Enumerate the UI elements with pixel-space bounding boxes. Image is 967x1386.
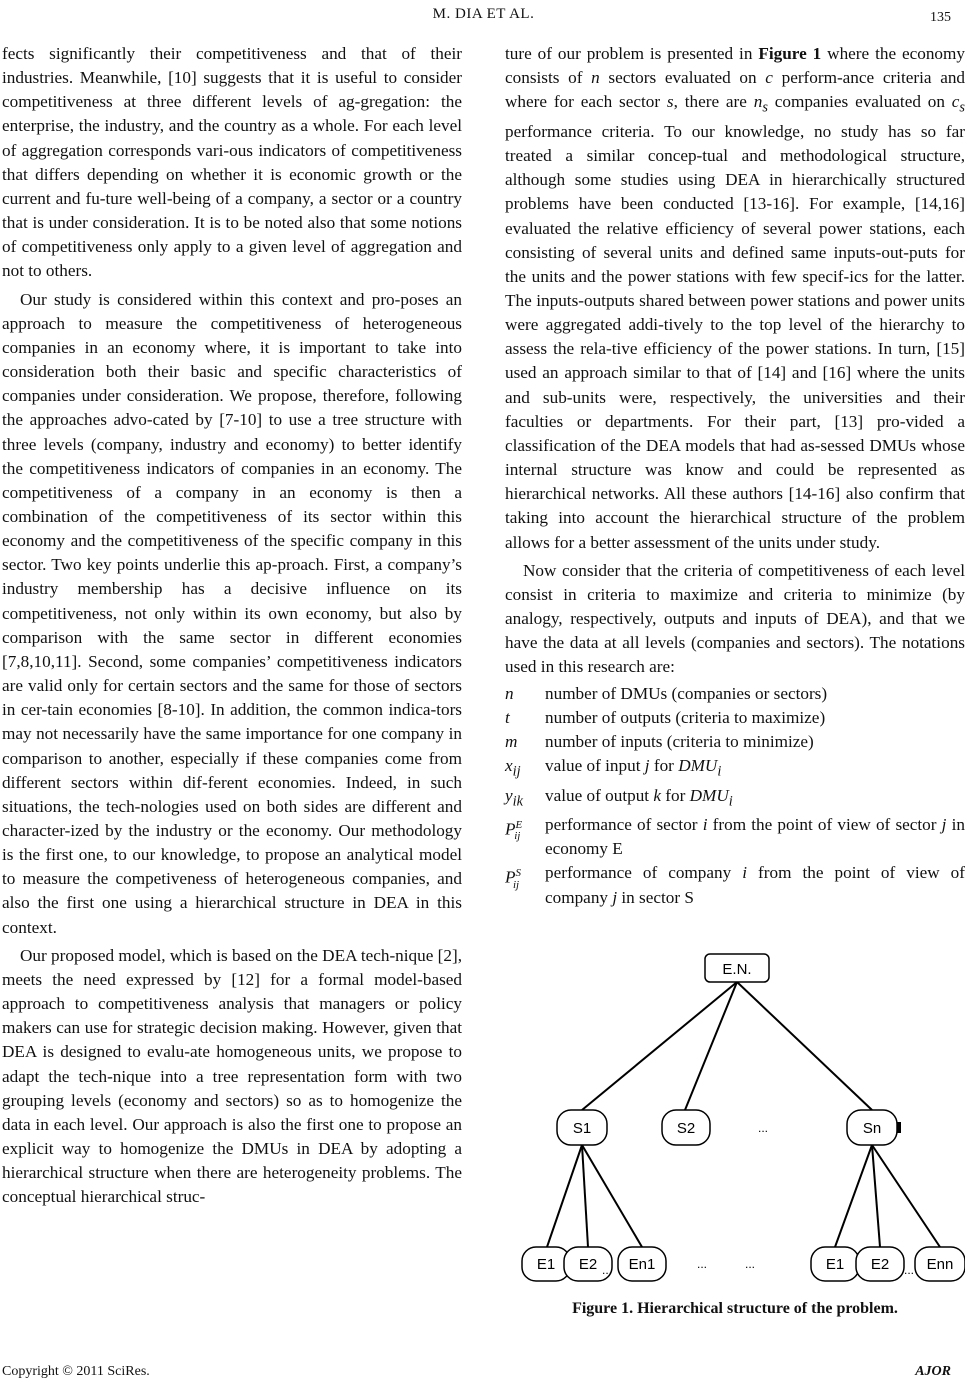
company-node-label: E1 (536, 1256, 556, 1273)
page-header (0, 6, 967, 28)
copyright-notice: Copyright © 2011 SciRes. (2, 1364, 150, 1379)
notation-symbol: t (505, 707, 510, 727)
ellipsis: ... (601, 1263, 613, 1277)
page-number: 135 (930, 10, 951, 25)
sector-node-label: S2 (676, 1120, 696, 1137)
company-node-label: E1 (825, 1256, 845, 1273)
sector-node-label: Sn (862, 1120, 882, 1137)
ellipsis: ... (757, 1121, 769, 1135)
paragraph: Now consider that the criteria of competitiveness of each level consist in criteria to maximize and criteria to minimize (by analogy, respectively, outputs and inputs of DEA), and that we have the data at all levels (companies and sectors). The notations used in this research are: (505, 560, 965, 677)
paragraph: fects significantly their competitiveness and that of their industries. Meanwhile, [10] suggests that it is useful to consider competitiveness at three different levels of ag-gregation: the enterprise, the industry, and the country as a whole. For each level of aggregation corresponds vari-ous indicators of competitiveness that differs depending on whether it is economic growth or the current and fu-ture well-being of a company, a sector or a country that is under consideration. It is to be noted also that some notions of competitiveness only apply to a given level of aggregation and not to others. (2, 44, 462, 281)
notation-list (505, 682, 965, 910)
right-column (505, 42, 965, 910)
ellipsis: ... (903, 1263, 915, 1277)
root-node-label: E.N. (722, 961, 752, 978)
notation-description: number of inputs (criteria to minimize) (545, 731, 814, 751)
ellipsis: ... (696, 1257, 708, 1271)
notation-item (505, 706, 965, 730)
notation-item (505, 784, 965, 814)
notation-symbol: n (505, 683, 514, 703)
tree-nodes (522, 954, 965, 1281)
notation-symbol: $y_{ik}$ (505, 785, 523, 809)
notation-item (505, 813, 965, 861)
left-column (2, 42, 462, 1210)
notation-item (505, 861, 965, 909)
hierarchy-figure (505, 950, 965, 1295)
notation-item (505, 730, 965, 754)
figure-caption: Figure 1. Hierarchical structure of the problem. (572, 1300, 898, 1317)
paragraph: Our study is considered within this context and pro-poses an approach to measure the competitiveness of heterogeneous companies in an economy where, it is important to take into consideration both their basic and specific characteristics of companies under consideration. We propose, therefore, following the approaches advo-cated by [7-10] to use a tree structure with three levels (company, industry and economy) to better identify the competitiveness indicators of companies in an economy. The competitiveness of a company in an economy is then a combination of the competitiveness of its sector within this economy and the competitiveness of the specific company in this sector. Two key points underlie this ap-proach. First, a company’s industry membership has a decisive influence on its competitiveness, not only within its own economy, but also by comparison with the same sector in different economies [7,8,10,11]. Second, some companies’ competitiveness indicators are valid only for certain sectors and the same for those of sectors in cer-tain economies [8-10]. In addition, the common indica-tors may not necessarily have the same importance for one company in comparison to another, especially if these companies come from different sectors within dif-ferent economies. Indeed, in such situations, the tech-nologies used on both sides are different and character-ized by the industry or the economy. Our methodology is the first one, to our knowledge, to propose an analytical model to measure the competiveness of heterogeneous companies, and also the first one using a hierarchical structure in DEA in this context. (2, 289, 462, 937)
company-node-label: En1 (628, 1256, 656, 1273)
notation-description: performance of sector i from the point of view of sector j in economy E (545, 815, 965, 859)
page-footer (0, 1356, 967, 1380)
notation-symbol: $P^S_{ij}$ (505, 867, 521, 891)
notation-symbol: $P^E_{ij}$ (505, 819, 523, 843)
notation-description: value of output k for $DMU_i$ (545, 785, 733, 809)
notation-description: number of outputs (criteria to maximize) (545, 707, 826, 727)
notation-item (505, 754, 965, 784)
notation-description: performance of company i from the point of view of company j in sector S (545, 863, 965, 907)
notation-symbol: m (505, 731, 518, 751)
paragraph: Our proposed model, which is based on the DEA tech-nique [2], meets the need expressed by [12] for a formal model-based approach to competitiveness analysis that managers or policy makers can use for strategic decision making. However, given that DEA is designed to evalu-ate homogeneous units, we propose to adapt the tech-nique into a tree representation form with two grouping levels (economy and sectors) so as to homogenize the data in each level. Our approach is also the first one to propose an explicit way to homogenize the DMUs in DEA by adopting a hierarchical structure when there are heterogeneity problems. The conceptual hierarchical struc- (2, 945, 462, 1207)
running-head: M. DIA ET AL. (432, 6, 535, 22)
ellipsis: ... (744, 1257, 756, 1271)
company-node-label: E2 (870, 1256, 890, 1273)
notation-description: value of input j for $DMU_i$ (545, 755, 722, 780)
node-marker (897, 1122, 901, 1133)
notation-description: number of DMUs (companies or sectors) (545, 683, 828, 703)
notation-symbol: $x_{ij}$ (505, 755, 521, 780)
paragraph: ture of our problem is presented in Figure 1 where the economy consists of n sectors evaluated on c perform-ance criteria and where for each sector s, there are $n_s$ companies evaluated on $c_s$ performance criteria. To our knowledge, no study has so far treated a similar concep-tual and methodological structure, although some studies using DEA in hierarchically structured problems have been conducted [13-16]. For example, [14,16] evaluated the relative efficiency of several power stations, each consisting of several units and defined same inputs-out-puts for the units and the power stations with few specif-ics for the latter. The inputs-outputs shared between power stations and power units were aggregated addi-tively to the top level of the hierarchy to assess the rela-tive efficiency of the power stations. In turn, [15] used an approach similar to that of [14] and [16] where the units and sub-units were, respectively, the universities and their faculties or departments. For their part, [13] pro-vided a classification of the DEA models that had as-sessed DMUs whose internal structure was know and could be represented as hierarchical networks. All these authors [14-16] also confirm that taking into account the hierarchical structure of the problem allows for a better assessment of the units under study. (505, 44, 966, 552)
company-node-label: Enn (926, 1256, 954, 1273)
sector-node-label: S1 (572, 1120, 592, 1137)
journal-name: AJOR (915, 1364, 951, 1379)
notation-item (505, 682, 965, 706)
figure-reference: Figure 1 (758, 44, 822, 63)
hierarchy-diagram (505, 950, 965, 1295)
company-node-label: E2 (578, 1256, 598, 1273)
